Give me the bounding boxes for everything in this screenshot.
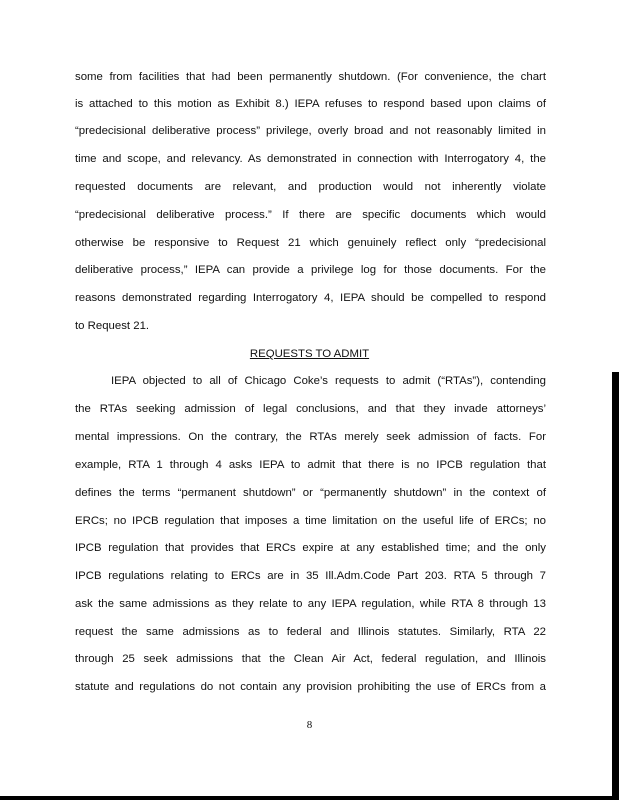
text-line: ask the same admissions as they relate to any IEPA regulation, while RTA 8 through 13 <box>75 598 546 610</box>
text-line: example, RTA 1 through 4 asks IEPA to admit that there is no IPCB regulation that <box>75 459 546 471</box>
text-line: IPCB regulation that provides that ERCs expire at any established time; and the only <box>75 542 546 554</box>
text-line: is attached to this motion as Exhibit 8.) IEPA refuses to respond based upon claims of <box>75 98 546 110</box>
text-line: through 25 seek admissions that the Clean Air Act, federal regulation, and Illinois <box>75 653 546 665</box>
text-line: some from facilities that had been permanently shutdown. (For convenience, the chart <box>75 71 546 83</box>
text-line: time and scope, and relevancy. As demonstrated in connection with Interrogatory 4, the <box>75 153 546 165</box>
text-line: requested documents are relevant, and production would not inherently violate <box>75 181 546 193</box>
text-line: IEPA objected to all of Chicago Coke’s requests to admit (“RTAs”), contending <box>111 375 546 387</box>
text-line: the RTAs seeking admission of legal conclusions, and that they invade attorneys’ <box>75 403 546 415</box>
scan-edge-right <box>612 372 619 800</box>
text-line: otherwise be responsive to Request 21 which genuinely reflect only “predecisional <box>75 237 546 249</box>
text-line: request the same admissions as to federal and Illinois statutes. Similarly, RTA 22 <box>75 626 546 638</box>
text-line: mental impressions. On the contrary, the RTAs merely seek admission of facts. For <box>75 431 546 443</box>
page-number: 8 <box>306 719 313 731</box>
text-line: deliberative process,” IEPA can provide a privilege log for those documents. For the <box>75 264 546 276</box>
section-heading: REQUESTS TO ADMIT <box>249 348 370 360</box>
scan-edge-bottom <box>0 796 619 800</box>
text-line: “predecisional deliberative process” privilege, overly broad and not reasonably limited in <box>75 125 546 137</box>
text-line: “predecisional deliberative process.” If there are specific documents which would <box>75 209 546 221</box>
text-line: to Request 21. <box>75 320 150 332</box>
text-line: IPCB regulations relating to ERCs are in 35 Ill.Adm.Code Part 203. RTA 5 through 7 <box>75 570 546 582</box>
text-line: defines the terms “permanent shutdown” or “permanently shutdown” in the context of <box>75 487 546 499</box>
text-line: reasons demonstrated regarding Interrogatory 4, IEPA should be compelled to respond <box>75 292 546 304</box>
text-line: ERCs; no IPCB regulation that imposes a time limitation on the useful life of ERCs; no <box>75 515 546 527</box>
text-line: statute and regulations do not contain any provision prohibiting the use of ERCs from a <box>75 681 546 693</box>
